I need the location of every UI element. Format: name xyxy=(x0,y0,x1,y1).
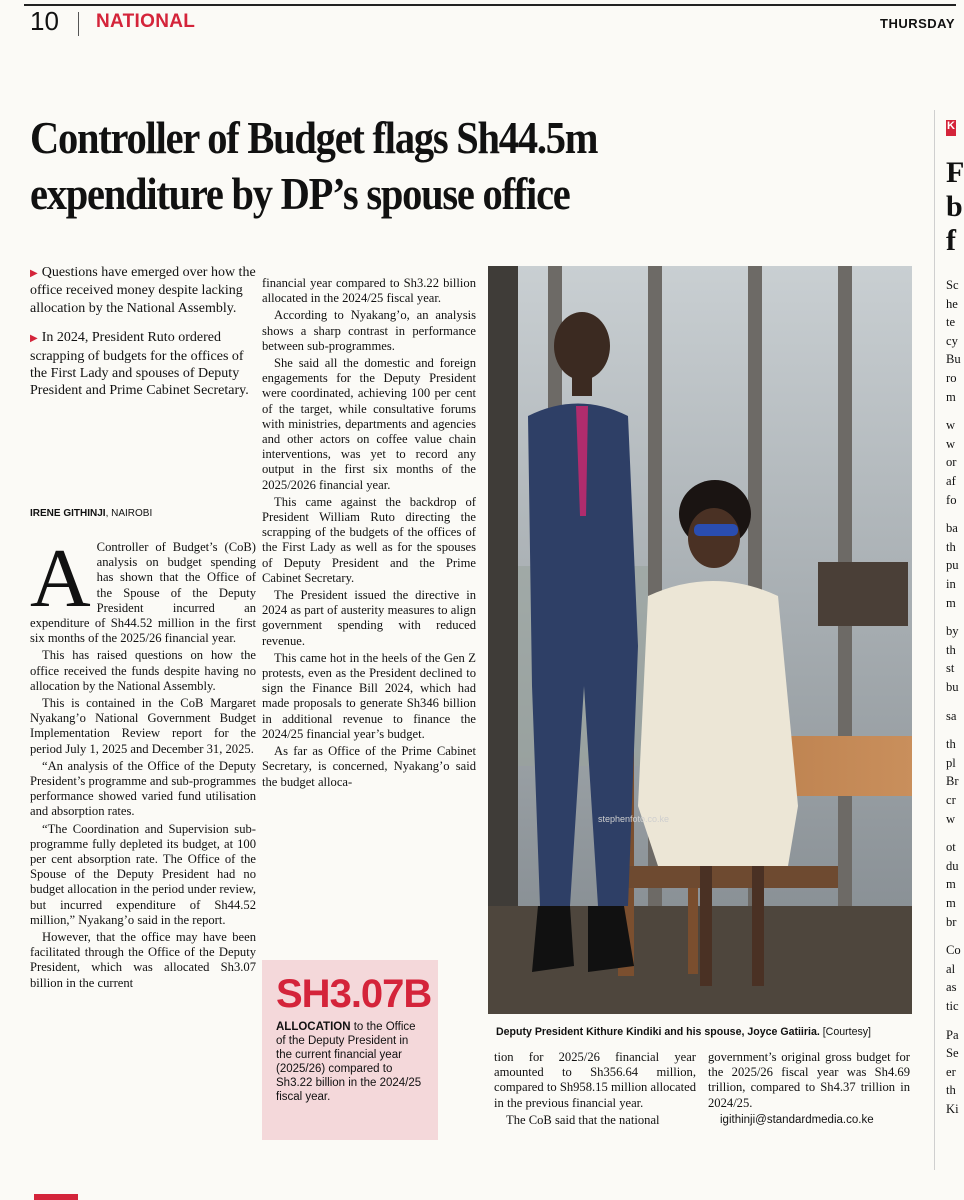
adjacent-text-fragment: as xyxy=(946,980,957,995)
paragraph: According to Nyakang’o, an analysis shows a sharp contrast in performance between sub-programmes. xyxy=(262,308,476,353)
adjacent-text-fragment: Se xyxy=(946,1046,959,1061)
adjacent-text-fragment: th xyxy=(946,539,956,554)
article-column-1 xyxy=(30,532,256,993)
paragraph: tion for 2025/26 financial year amounted to Sh356.64 million, compared to Sh958.15 million allocated in the previous financial year. xyxy=(494,1050,696,1110)
paragraph: As far as Office of the Prime Cabinet Secretary, is concerned, Nyakang’o said the budget alloca- xyxy=(262,744,476,789)
paragraph: However, that the office may have been facilitated through the Office of the Deputy President, which was allocated Sh3.07 billion in the current xyxy=(30,930,256,990)
article-column-2 xyxy=(262,276,476,792)
headline-line-2: expenditure by DP’s spouse office xyxy=(30,168,570,219)
adjacent-text-fragment: m xyxy=(946,595,956,610)
adjacent-text-fragment: th xyxy=(946,737,956,752)
adjacent-text-fragment: Bu xyxy=(946,352,961,367)
story-highlights xyxy=(30,264,256,412)
adjacent-text-fragment: m xyxy=(946,896,956,910)
footer-accent-bar xyxy=(34,1194,78,1200)
paragraph: The President issued the directive in 2024 as part of austerity measures to align government spending with reduced revenue. xyxy=(262,588,476,648)
adjacent-text-fragment: cr xyxy=(946,793,956,807)
paragraph: This came hot in the heels of the Gen Z protests, even as the President declined to sign the Finance Bill 2024, which had made proposals to generate Sh346 billion in additional revenue to finance the 2024/25 financial year’s budget. xyxy=(262,650,476,741)
section-label: NATIONAL xyxy=(96,11,196,32)
photo-watermark: stephenfoto.co.ke xyxy=(598,814,670,824)
adjacent-text-fragment: pu xyxy=(946,558,959,573)
adjacent-text-fragment: Co xyxy=(946,943,961,958)
article-photo xyxy=(488,266,912,1014)
paragraph: financial year compared to Sh3.22 billion allocated in the 2024/25 fiscal year. xyxy=(262,276,476,306)
adjacent-story-tag: K xyxy=(946,120,956,136)
byline xyxy=(30,508,152,519)
headline xyxy=(30,110,813,222)
adjacent-headline-fragment: b xyxy=(946,190,963,223)
stat-callout xyxy=(262,960,438,1140)
adjacent-text-fragment: he xyxy=(946,296,958,311)
paragraph: This is contained in the CoB Margaret Nyakang’o National Government Budget Implementation Review report for the period July 1, 2025 and December 31, 2025. xyxy=(30,696,256,756)
page-number: 10 xyxy=(30,6,59,36)
paragraph: “The Coordination and Supervision sub-programme fully depleted its budget, at 100 per cent absorption rate. The Office of the Spouse of the Deputy President had no budget allocation in the period under review, but incurred expenditure of Sh44.52 million,” Nyakang’o said in the report. xyxy=(30,821,256,927)
photo-illustration xyxy=(488,266,912,1014)
adjacent-text-fragment: or xyxy=(946,455,957,470)
adjacent-text-fragment: af xyxy=(946,474,956,488)
adjacent-text-fragment: th xyxy=(946,1083,956,1098)
article-column-4 xyxy=(708,1050,910,1130)
adjacent-text-fragment: Br xyxy=(946,774,959,789)
author-email: igithinji@standardmedia.co.ke xyxy=(720,1113,874,1126)
paragraph: This has raised questions on how the office received the funds despite having no allocation by the National Assembly. xyxy=(30,648,256,693)
callout-figure: SH3.07B xyxy=(276,972,432,1016)
paragraph: government’s original gross budget for the 2025/26 fiscal year was Sh4.69 trillion, compared to Sh4.37 trillion in 2024/25. xyxy=(708,1050,910,1110)
headline-line-1: Controller of Budget flags Sh44.5m xyxy=(30,112,598,163)
adjacent-text-fragment: by xyxy=(946,624,959,639)
drop-cap: A xyxy=(30,532,91,625)
adjacent-text-fragment: st xyxy=(946,661,955,676)
photo-caption: Deputy President Kithure Kindiki and his spouse, Joyce Gatiiria. [Courtesy] xyxy=(496,1026,872,1038)
adjacent-text-fragment: br xyxy=(946,914,957,929)
adjacent-headline-fragment: F xyxy=(946,156,964,189)
adjacent-text-fragment: in xyxy=(946,577,956,591)
adjacent-text-fragment: m xyxy=(946,389,956,404)
adjacent-text-fragment: w xyxy=(946,418,956,433)
adjacent-text-fragment: bu xyxy=(946,680,959,694)
adjacent-text-fragment: sa xyxy=(946,708,957,723)
adjacent-text-fragment: Pa xyxy=(946,1027,959,1042)
adjacent-text-fragment: w xyxy=(946,436,956,451)
author-name: IRENE GITHINJI xyxy=(30,508,106,519)
paragraph: Controller of Budget’s (CoB) analysis on budget spending has shown that the Office of the Spouse of the Deputy President incurred an expenditure of Sh44.52 million in the first six months of the 2025/26 financial year. xyxy=(30,540,256,646)
highlight-item: ▶ In 2024, President Ruto ordered scrapping of budgets for the offices of the First Lady and spouses of Deputy President and Prime Cabinet Secretary. xyxy=(30,330,249,399)
adjacent-text-fragment: tic xyxy=(946,999,959,1013)
adjacent-text-fragment: er xyxy=(946,1064,956,1079)
paragraph: She said all the domestic and foreign engagements for the Deputy President were coordinated, achieving 100 per cent of the target, while consultative forums with ministries, departments and agencies and other actors on coffee value chain interventions, was yet to record any output in the first six months of the 2025/2026 financial year. xyxy=(262,356,476,492)
adjacent-text-fragment: th xyxy=(946,642,956,657)
adjacent-text-fragment: ro xyxy=(946,371,957,385)
issue-day: THURSDAY xyxy=(880,16,956,31)
paragraph: The CoB said that the national xyxy=(506,1112,660,1127)
adjacent-text-fragment: ba xyxy=(946,521,958,536)
byline-location: , NAIROBI xyxy=(105,508,153,519)
header-rule xyxy=(24,4,956,6)
adjacent-text-fragment: du xyxy=(946,858,959,873)
triangle-bullet-icon: ▶ xyxy=(30,333,38,345)
adjacent-text-fragment: cy xyxy=(946,333,958,348)
callout-text: ALLOCATION to the Office of the Deputy President in the current financial year (2025/26) compared to Sh3.22 billion in the 2024/25 fiscal year. xyxy=(276,1021,422,1103)
adjacent-text-fragment: ot xyxy=(946,840,956,855)
paragraph: “An analysis of the Office of the Deputy President’s programme and sub-programmes performance showed varied fund utilisation and absorption rates. xyxy=(30,758,256,819)
paragraph: This came against the backdrop of President William Ruto directing the scrapping of the budgets of the offices of the First Lady as well as for the spouses of Deputy President and the Prime Cabinet Secretary. xyxy=(262,494,476,585)
header-separator xyxy=(78,12,79,36)
triangle-bullet-icon: ▶ xyxy=(30,268,38,279)
adjacent-text-fragment: Ki xyxy=(946,1102,959,1116)
adjacent-headline-fragment: f xyxy=(946,224,956,257)
adjacent-text-fragment: te xyxy=(946,315,956,330)
adjacent-text-fragment: Sc xyxy=(946,278,959,292)
adjacent-text-fragment: w xyxy=(946,811,956,826)
adjacent-text-fragment: m xyxy=(946,877,956,892)
adjacent-text-fragment: pl xyxy=(946,755,956,770)
column-rule xyxy=(934,110,935,1170)
adjacent-text-fragment: fo xyxy=(946,492,957,507)
adjacent-text-fragment: al xyxy=(946,961,956,976)
article-column-3 xyxy=(494,1050,696,1130)
highlight-item: ▶ Questions have emerged over how the office received money despite lacking allocation by the National Assembly. xyxy=(30,265,256,316)
